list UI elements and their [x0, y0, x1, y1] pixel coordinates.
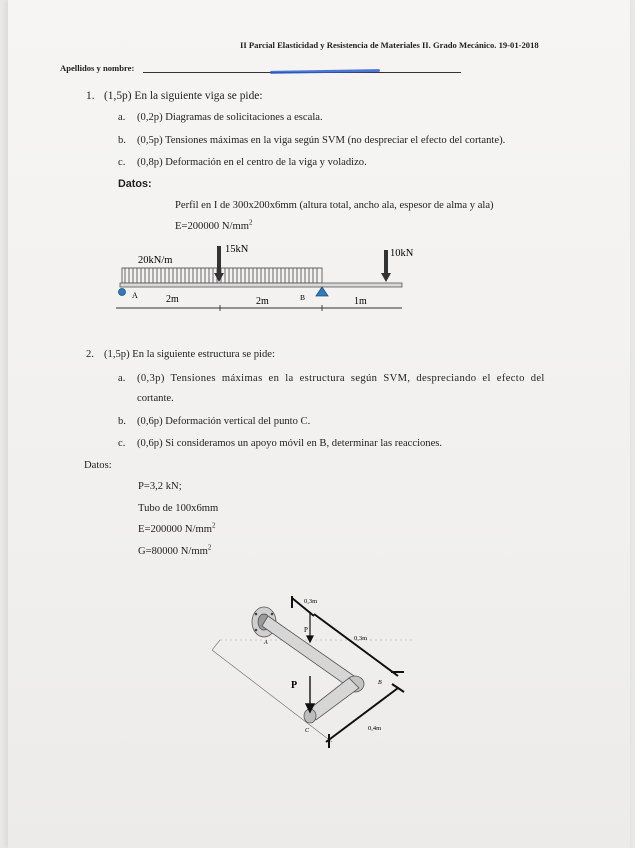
q2-item-a: (0,3p) Tensiones máximas en la estructura según SVM, despreciando el efecto del [137, 373, 545, 384]
load-arrow-main [306, 676, 314, 712]
q1-item-a: (0,2p) Diagramas de solicitaciones a escala. [137, 112, 323, 123]
q1-data-title: Datos: [118, 178, 152, 190]
dimension-1-label: 0,3m [304, 598, 318, 605]
q2-statement: (1,5p) En la siguiente estructura se pide: [104, 349, 275, 360]
span-1-label: 2m [166, 294, 179, 305]
point-a-label: A [264, 640, 268, 646]
q1-statement: (1,5p) En la siguiente viga se pide: [104, 90, 263, 102]
q2-data-tube: Tubo de 100x6mm [138, 503, 219, 514]
q2-item-c: (0,6p) Si consideramos un apoyo móvil en B, determinar las reacciones. [137, 438, 443, 449]
point-c-label: C [305, 728, 310, 734]
point-load-15kn-label: 15kN [225, 244, 249, 255]
q1-item-c: (0,8p) Deformación en el centro de la viga y voladizo. [137, 157, 367, 168]
q1-item-b: (0,5p) Tensiones máximas en la viga según SVM (no despreciar el efecto del cortante). [137, 135, 506, 146]
q2-item-b: (0,6p) Deformación vertical del punto C. [137, 416, 311, 427]
span-2-label: 2m [256, 296, 269, 307]
support-b-roller [316, 287, 328, 296]
q2-number: 2. [86, 349, 94, 360]
q2-item-a-letter: a. [118, 373, 126, 384]
q2-data-p: P=3,2 kN; [138, 481, 182, 492]
beam [120, 283, 402, 287]
dimension-3-label: 0,4m [368, 725, 382, 732]
support-a-label: A [132, 291, 138, 300]
structure-figure [212, 592, 432, 754]
q2-data-g: G=80000 $N/mm^2$ [138, 543, 212, 557]
q1-data-e: E=200000 $N/mm^2$ [175, 218, 253, 232]
q1-item-c-letter: c. [118, 157, 126, 168]
load-label-main: P [291, 680, 298, 691]
point-load-10kn-label: 10kN [390, 248, 414, 259]
q2-data-e: E=200000 $N/mm^2$ [138, 521, 216, 535]
name-label: Apellidos y nombre: [60, 63, 135, 73]
q2-item-b-letter: b. [118, 416, 126, 427]
load-label-top: P [304, 626, 308, 634]
tube-bc [304, 678, 359, 723]
q2-data-title: Datos: [84, 460, 112, 471]
point-load-15kn-arrow [214, 246, 224, 282]
q2-item-c-letter: c. [118, 438, 126, 449]
point-b-label: B [378, 680, 382, 686]
span-3-label: 1m [354, 296, 367, 307]
distributed-load-label: 20kN/m [138, 255, 173, 266]
q1-item-a-letter: a. [118, 112, 126, 123]
support-b-label: B [300, 293, 306, 302]
beam-figure [110, 240, 430, 320]
q1-number: 1. [86, 90, 95, 102]
q1-item-b-letter: b. [118, 135, 126, 146]
support-a-pin [119, 289, 126, 296]
exam-header: II Parcial Elasticidad y Resistencia de Materiales II. Grado Mecánico. 19-01-2018 [240, 40, 539, 50]
q2-item-a-cont: cortante. [137, 393, 174, 404]
dimension-2-label: 0,3m [354, 635, 368, 642]
q1-data-profile: Perfil en I de 300x200x6mm (altura total, ancho ala, espesor de alma y ala) [175, 200, 494, 211]
